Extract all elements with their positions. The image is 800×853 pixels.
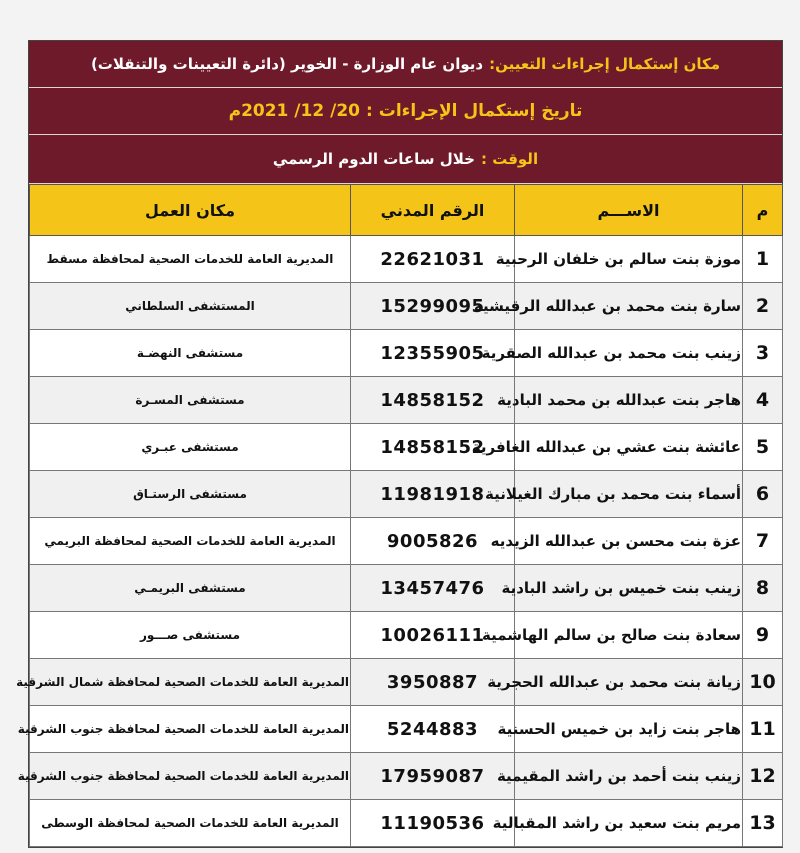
col-workplace-header: مكان العمل xyxy=(30,185,351,236)
row-name: زيانة بنت محمد بن عبدالله الحجرية xyxy=(515,659,743,706)
table-row xyxy=(30,800,783,847)
row-workplace: مستشفى النهضـة xyxy=(30,330,351,377)
row-workplace: المديرية العامة للخدمات الصحية لمحافظة مسقط xyxy=(30,236,351,283)
row-civil-id: 15299095 xyxy=(351,283,515,330)
row-workplace: مستشفى البريمـي xyxy=(30,565,351,612)
row-index: 2 xyxy=(743,283,783,330)
col-name-header: الاســـم xyxy=(515,185,743,236)
row-name: زينب بنت خميس بن راشد البادية xyxy=(515,565,743,612)
table-row xyxy=(30,330,783,377)
row-index: 5 xyxy=(743,424,783,471)
table-row xyxy=(30,424,783,471)
row-name: سعادة بنت صالح بن سالم الهاشمية xyxy=(515,612,743,659)
row-workplace: المديرية العامة للخدمات الصحية لمحافظة شمال الشرقية xyxy=(30,659,351,706)
date-band xyxy=(29,88,782,135)
row-index: 11 xyxy=(743,706,783,753)
row-civil-id: 5244883 xyxy=(351,706,515,753)
row-workplace: المديرية العامة للخدمات الصحية لمحافظة البريمي xyxy=(30,518,351,565)
row-index: 10 xyxy=(743,659,783,706)
row-civil-id: 9005826 xyxy=(351,518,515,565)
row-index: 3 xyxy=(743,330,783,377)
row-workplace: مستشفى الرستـاق xyxy=(30,471,351,518)
row-civil-id: 14858152 xyxy=(351,377,515,424)
row-name: مريم بنت سعيد بن راشد المقبالية xyxy=(515,800,743,847)
date-value: 20/ 12/ 2021م xyxy=(228,101,361,121)
table-row xyxy=(30,612,783,659)
table-row xyxy=(30,236,783,283)
row-workplace: المديرية العامة للخدمات الصحية لمحافظة الوسطى xyxy=(30,800,351,847)
row-workplace: المستشفى السلطاني xyxy=(30,283,351,330)
table-row xyxy=(30,377,783,424)
row-civil-id: 3950887 xyxy=(351,659,515,706)
appointees-table xyxy=(16,184,783,847)
row-index: 9 xyxy=(743,612,783,659)
row-civil-id: 22621031 xyxy=(351,236,515,283)
row-name: عزة بنت محسن بن عبدالله الزيديه xyxy=(515,518,743,565)
table-row xyxy=(30,471,783,518)
time-value: خلال ساعات الدوم الرسمي xyxy=(272,150,475,168)
row-name: هاجر بنت عبدالله بن محمد البادية xyxy=(515,377,743,424)
row-name: عائشة بنت عشي بن عبدالله الغافرية xyxy=(515,424,743,471)
row-index: 8 xyxy=(743,565,783,612)
row-workplace: المديرية العامة للخدمات الصحية لمحافظة جنوب الشرقية xyxy=(30,706,351,753)
row-index: 6 xyxy=(743,471,783,518)
row-name: زينب بنت محمد بن عبدالله الصقرية xyxy=(515,330,743,377)
row-name: سارة بنت محمد بن عبدالله الرقيشية xyxy=(515,283,743,330)
row-civil-id: 13457476 xyxy=(351,565,515,612)
row-name: موزة بنت سالم بن خلفان الرحبية xyxy=(515,236,743,283)
row-workplace: مستشفى المسـرة xyxy=(30,377,351,424)
date-label: تاريخ إستكمال الإجراءات : xyxy=(366,101,583,121)
row-index: 7 xyxy=(743,518,783,565)
row-civil-id: 17959087 xyxy=(351,753,515,800)
appointment-sheet xyxy=(16,40,783,848)
col-index-header: م xyxy=(743,185,783,236)
table-row xyxy=(30,283,783,330)
table-row xyxy=(30,518,783,565)
row-name: زينب بنت أحمد بن راشد المقيمية xyxy=(515,753,743,800)
place-band xyxy=(29,41,782,88)
row-name: أسماء بنت محمد بن مبارك الغيلانية xyxy=(515,471,743,518)
col-civil-id-header: الرقم المدني xyxy=(351,185,515,236)
row-workplace: المديرية العامة للخدمات الصحية لمحافظة جنوب الشرقية xyxy=(30,753,351,800)
row-index: 12 xyxy=(743,753,783,800)
table-row xyxy=(30,706,783,753)
row-civil-id: 12355905 xyxy=(351,330,515,377)
row-civil-id: 11190536 xyxy=(351,800,515,847)
place-value: ديوان عام الوزارة - الخوير (دائرة التعيينات والتنقلات) xyxy=(90,55,484,73)
row-civil-id: 10026111 xyxy=(351,612,515,659)
place-label: مكان إستكمال إجراءات التعيين: xyxy=(489,55,721,73)
row-index: 4 xyxy=(743,377,783,424)
time-label: الوقت : xyxy=(480,150,539,168)
table-row xyxy=(30,659,783,706)
row-workplace: مستشفى صـــور xyxy=(30,612,351,659)
row-index: 1 xyxy=(743,236,783,283)
row-name: هاجر بنت زايد بن خميس الحسنية xyxy=(515,706,743,753)
table-row xyxy=(30,753,783,800)
table-header-row xyxy=(30,185,783,236)
table-row xyxy=(30,565,783,612)
time-band xyxy=(29,135,782,184)
row-index: 13 xyxy=(743,800,783,847)
row-workplace: مستشفى عبـري xyxy=(30,424,351,471)
row-civil-id: 11981918 xyxy=(351,471,515,518)
row-civil-id: 14858152 xyxy=(351,424,515,471)
